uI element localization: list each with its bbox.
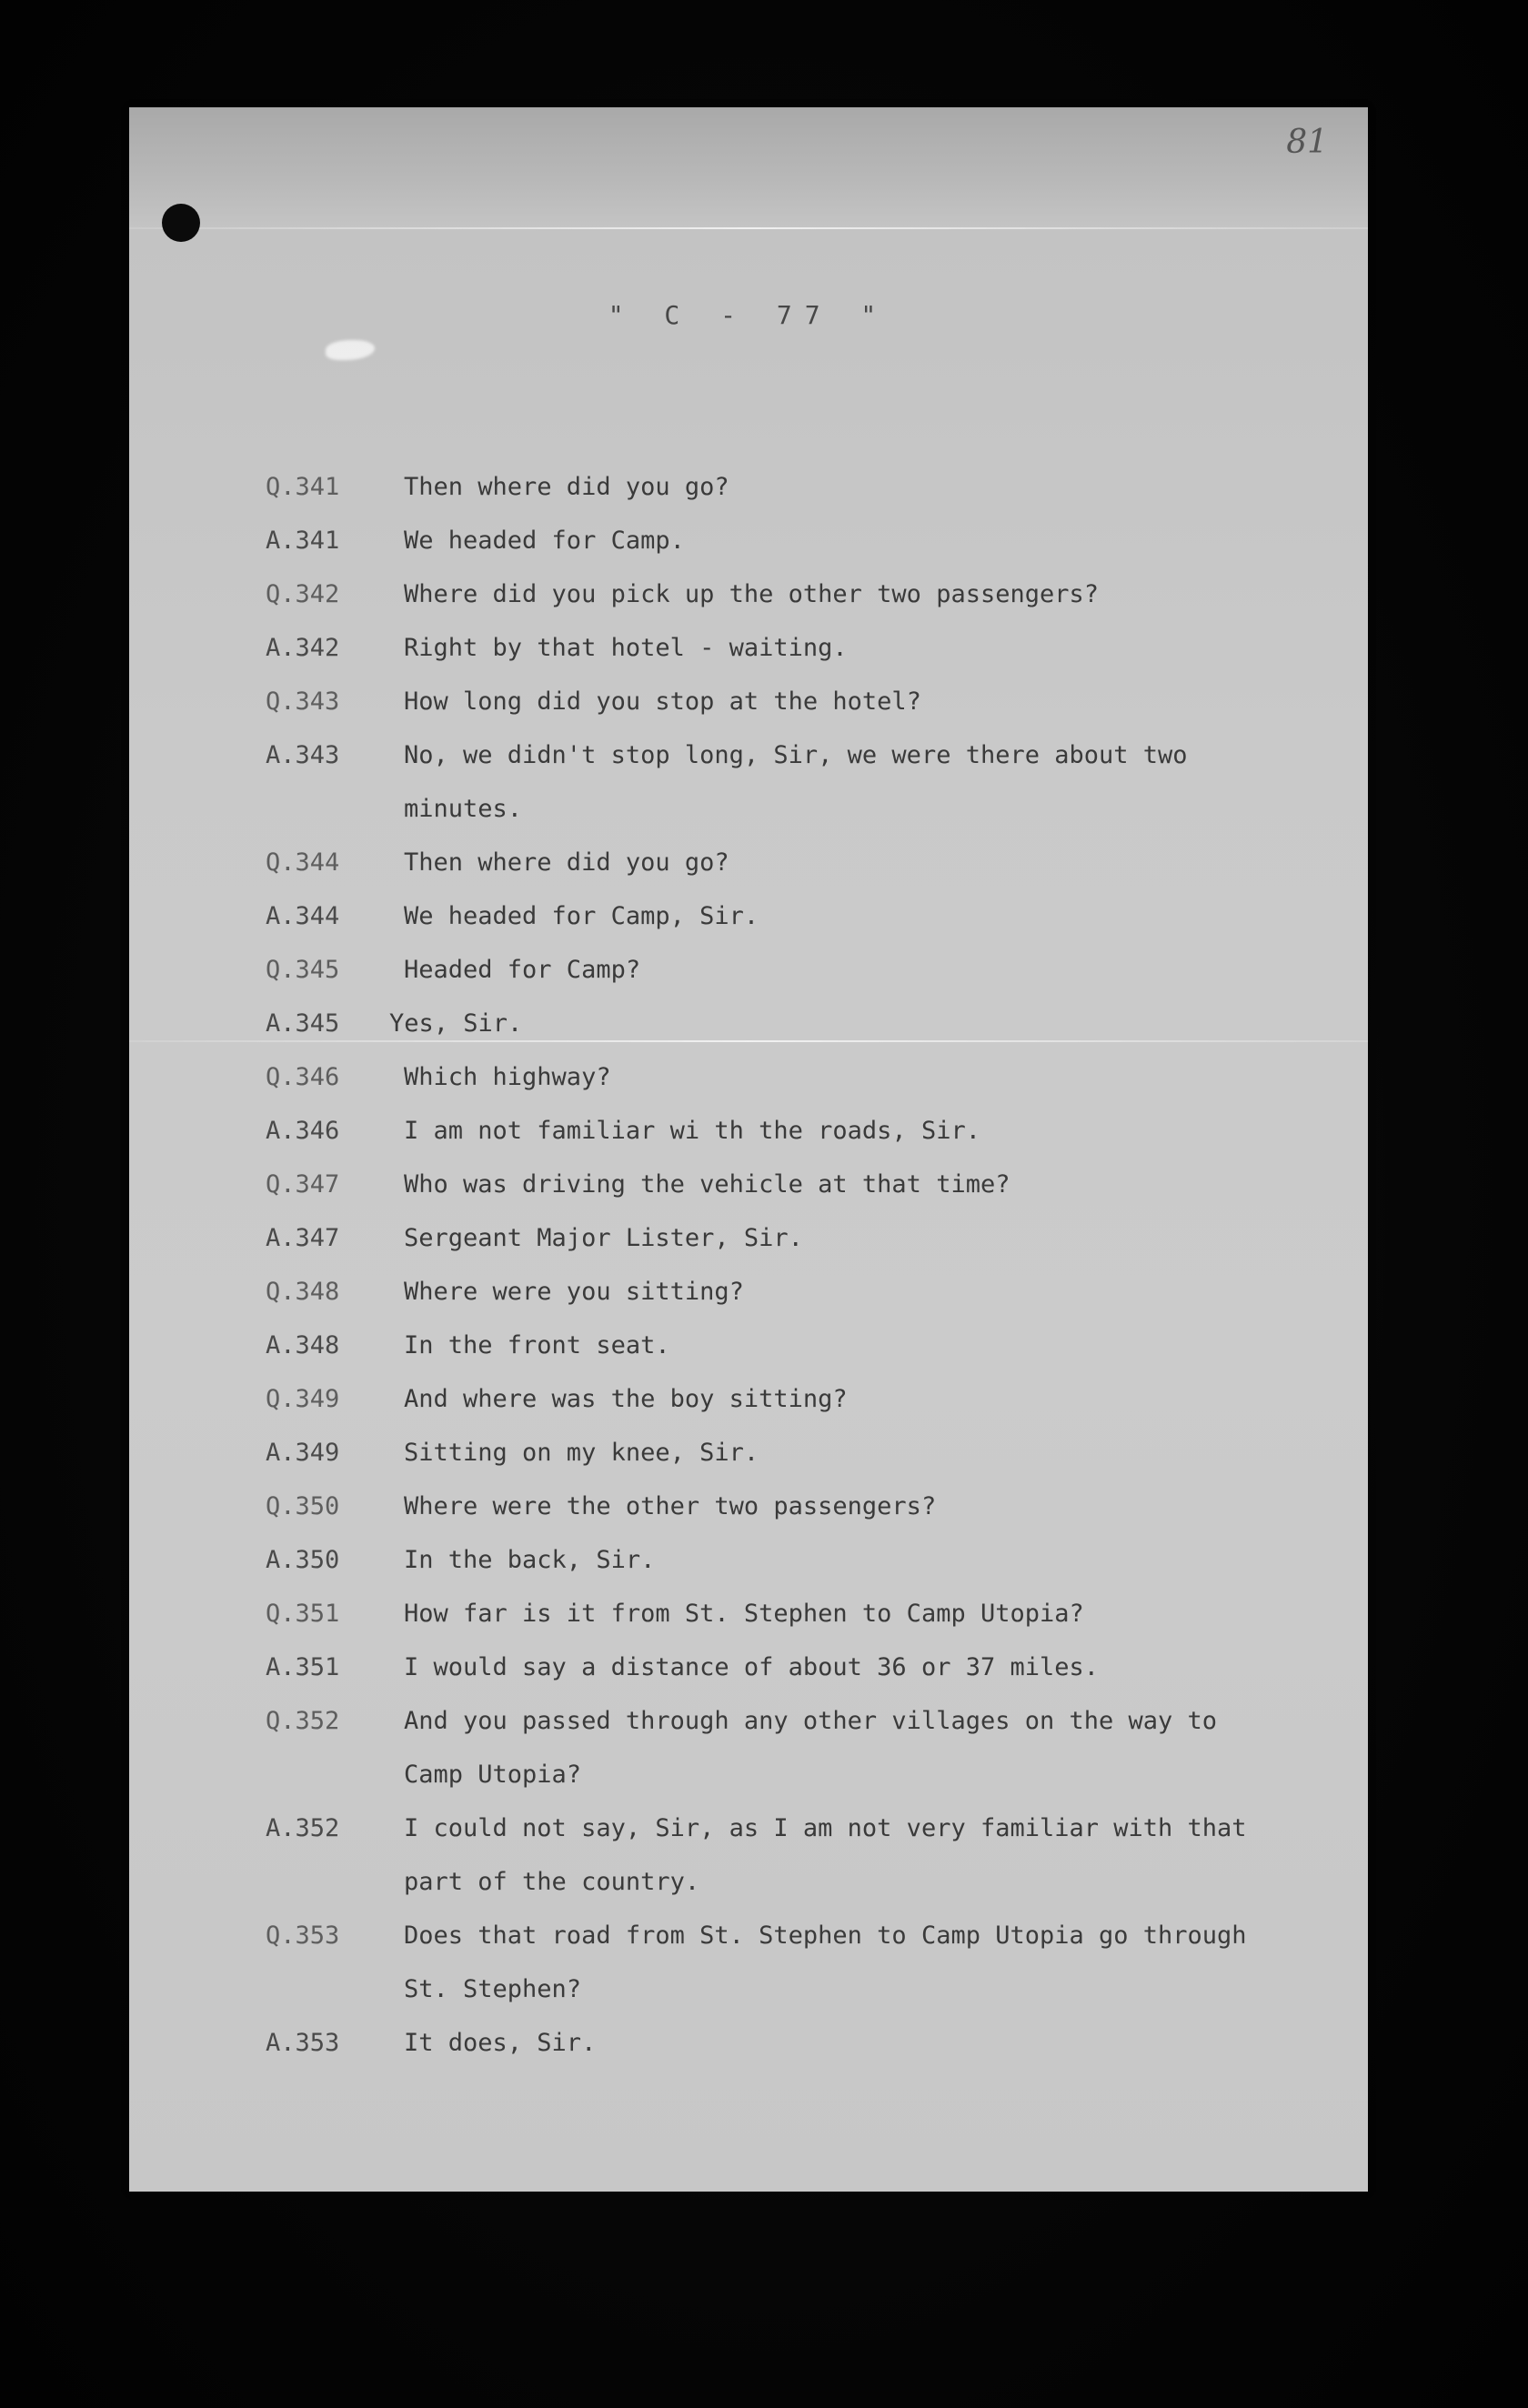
question-row: [129, 1587, 1368, 1640]
question-number: Q.350: [266, 1492, 340, 1520]
question-number: Q.346: [266, 1063, 340, 1091]
text-line: Which highway?: [404, 1063, 611, 1091]
answer-row: [129, 1801, 1368, 1909]
text-line: Where were you sitting?: [404, 1278, 744, 1306]
text-line: I would say a distance of about 36 or 37 miles.: [404, 1653, 1100, 1681]
answer-text: [389, 997, 1368, 1050]
answer-row: [129, 728, 1368, 836]
answer-number: A.348: [266, 1331, 340, 1360]
text-line: I could not say, Sir, as I am not very familiar with that: [404, 1814, 1247, 1842]
text-line: Headed for Camp?: [404, 956, 641, 984]
question-text: [404, 1587, 1368, 1640]
question-number: Q.341: [266, 473, 340, 501]
answer-text: [404, 1319, 1368, 1372]
question-text: [404, 943, 1368, 997]
answer-number: A.345: [266, 1009, 340, 1038]
text-line: Where did you pick up the other two passengers?: [404, 580, 1100, 608]
question-number: Q.348: [266, 1278, 340, 1306]
text-line: It does, Sir.: [404, 2029, 597, 2057]
question-text: [404, 836, 1368, 889]
answer-row: [129, 997, 1368, 1050]
text-line: We headed for Camp.: [404, 527, 685, 555]
answer-row: [129, 514, 1368, 567]
punch-hole: [162, 204, 200, 242]
text-line: Yes, Sir.: [389, 1009, 523, 1038]
question-text: [404, 1909, 1368, 2016]
question-row: [129, 1158, 1368, 1211]
question-text: [404, 460, 1368, 514]
question-row: [129, 943, 1368, 997]
answer-number: A.347: [266, 1224, 340, 1252]
question-text: [404, 1265, 1368, 1319]
answer-text: [404, 728, 1368, 836]
text-line: Camp Utopia?: [404, 1761, 582, 1789]
answer-number: A.343: [266, 741, 340, 769]
question-text: [404, 1694, 1368, 1801]
text-line: St. Stephen?: [404, 1975, 582, 2003]
transcript-page: [129, 107, 1368, 2192]
answer-text: [404, 1426, 1368, 1480]
answer-row: [129, 889, 1368, 943]
question-number: Q.352: [266, 1707, 340, 1735]
document-reference: " C - 77 ": [608, 300, 890, 330]
question-row: [129, 460, 1368, 514]
question-text: [404, 1372, 1368, 1426]
question-row: [129, 1480, 1368, 1533]
answer-row: [129, 621, 1368, 675]
question-row: [129, 1050, 1368, 1104]
fold-line: [129, 227, 1368, 229]
question-text: [404, 1158, 1368, 1211]
answer-number: A.341: [266, 527, 340, 555]
answer-number: A.349: [266, 1439, 340, 1467]
question-text: [404, 1480, 1368, 1533]
answer-text: [404, 889, 1368, 943]
text-line: How far is it from St. Stephen to Camp Utopia?: [404, 1600, 1084, 1628]
text-line: Sergeant Major Lister, Sir.: [404, 1224, 803, 1252]
question-number: Q.342: [266, 580, 340, 608]
text-line: Then where did you go?: [404, 473, 729, 501]
text-line: Then where did you go?: [404, 848, 729, 877]
text-line: I am not familiar wi th the roads, Sir.: [404, 1117, 980, 1145]
answer-number: A.344: [266, 902, 340, 930]
question-number: Q.343: [266, 687, 340, 716]
answer-number: A.352: [266, 1814, 340, 1842]
text-line: And where was the boy sitting?: [404, 1385, 848, 1413]
answer-text: [404, 1801, 1368, 1909]
answer-row: [129, 1533, 1368, 1587]
answer-text: [404, 621, 1368, 675]
question-row: [129, 1909, 1368, 2016]
question-number: Q.345: [266, 956, 340, 984]
text-line: Right by that hotel - waiting.: [404, 634, 848, 662]
answer-row: [129, 1640, 1368, 1694]
question-number: Q.353: [266, 1921, 340, 1950]
answer-text: [404, 514, 1368, 567]
answer-row: [129, 1211, 1368, 1265]
text-line: And you passed through any other villages on the way to: [404, 1707, 1218, 1735]
question-text: [404, 675, 1368, 728]
text-line: minutes.: [404, 795, 523, 823]
answer-text: [404, 1211, 1368, 1265]
text-line: In the front seat.: [404, 1331, 670, 1360]
question-number: Q.347: [266, 1170, 340, 1199]
text-line: In the back, Sir.: [404, 1546, 656, 1574]
page-header-band: [129, 107, 1368, 227]
text-line: We headed for Camp, Sir.: [404, 902, 759, 930]
text-line: part of the country.: [404, 1868, 700, 1896]
question-number: Q.351: [266, 1600, 340, 1628]
question-number: Q.349: [266, 1385, 340, 1413]
question-row: [129, 1694, 1368, 1801]
answer-number: A.351: [266, 1653, 340, 1681]
text-line: No, we didn't stop long, Sir, we were there about two: [404, 741, 1188, 769]
answer-number: A.346: [266, 1117, 340, 1145]
answer-row: [129, 1104, 1368, 1158]
answer-number: A.350: [266, 1546, 340, 1574]
question-answer-list: [129, 460, 1368, 2070]
question-text: [404, 567, 1368, 621]
answer-text: [404, 2016, 1368, 2070]
question-number: Q.344: [266, 848, 340, 877]
answer-text: [404, 1533, 1368, 1587]
question-text: [404, 1050, 1368, 1104]
question-row: [129, 675, 1368, 728]
text-line: Who was driving the vehicle at that time?: [404, 1170, 1010, 1199]
text-line: Sitting on my knee, Sir.: [404, 1439, 759, 1467]
text-line: How long did you stop at the hotel?: [404, 687, 921, 716]
answer-row: [129, 2016, 1368, 2070]
answer-row: [129, 1319, 1368, 1372]
question-row: [129, 567, 1368, 621]
answer-number: A.342: [266, 634, 340, 662]
text-line: Does that road from St. Stephen to Camp Utopia go through: [404, 1921, 1247, 1950]
answer-row: [129, 1426, 1368, 1480]
question-row: [129, 836, 1368, 889]
text-line: Where were the other two passengers?: [404, 1492, 937, 1520]
answer-text: [404, 1640, 1368, 1694]
question-row: [129, 1265, 1368, 1319]
answer-text: [404, 1104, 1368, 1158]
ink-smudge: [326, 340, 375, 360]
page-number: 81: [1286, 124, 1328, 161]
answer-number: A.353: [266, 2029, 340, 2057]
question-row: [129, 1372, 1368, 1426]
